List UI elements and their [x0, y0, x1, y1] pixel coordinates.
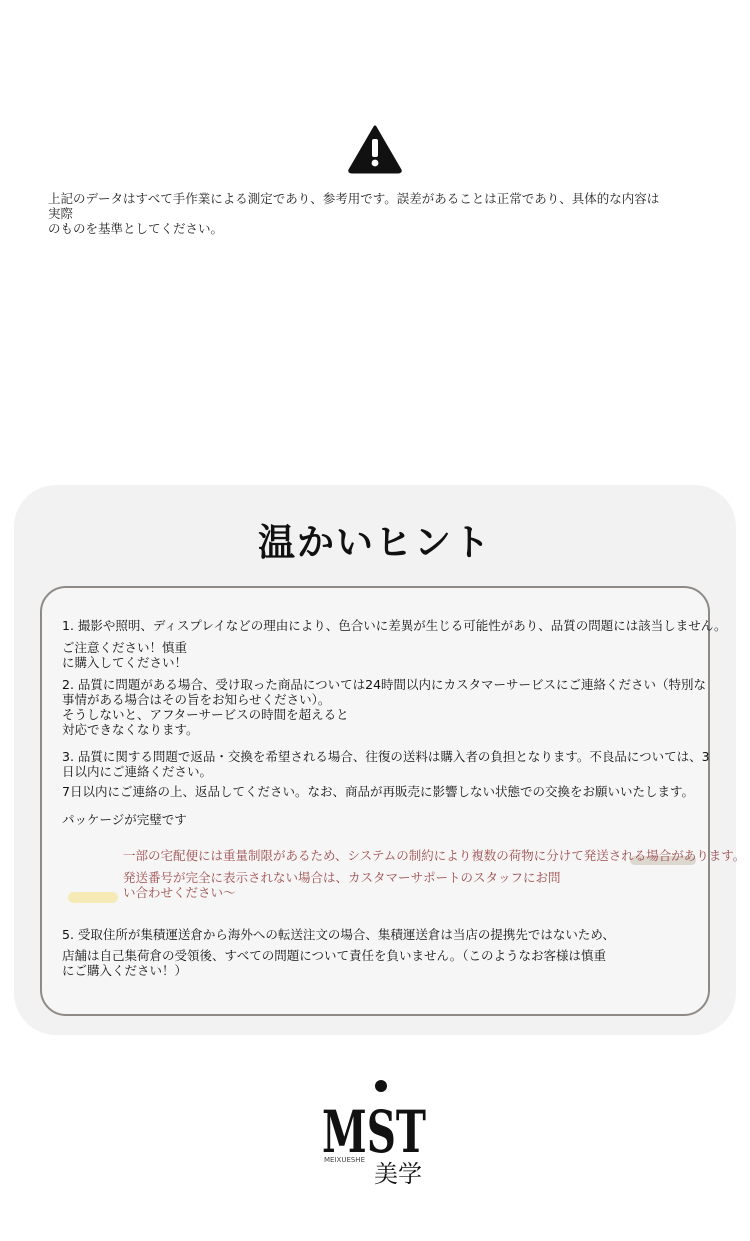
tip-item-3-line-1: 3. 品質に関する問題で返品・交換を希望される場合、往復の送料は購入者の負担となります。不良品については、3: [62, 749, 710, 764]
tracking-note-line-2: い合わせください～: [123, 885, 236, 900]
disclaimer-line-1: 上記のデータはすべて手作業による測定であり、参考用です。誤差があることは正常であり、具体的な内容は実際: [48, 191, 660, 221]
tip-item-2-line-3: そうしないと、アフターサービスの時間を超えると: [62, 707, 349, 722]
tip-item-2-line-4: 対応できなくなります。: [62, 722, 199, 737]
tips-title: 温かいヒント: [258, 521, 492, 564]
tip-item-1: 1. 撮影や照明、ディスプレイなどの理由により、色合いに差異が生じる可能性があり、品質の問題には該当しません。: [62, 618, 727, 633]
tip-item-2-line-2: 事情がある場合はその旨をお知らせください）。: [62, 692, 331, 707]
shipping-note: 一部の宅配便には重量制限があるため、システムの制約により複数の荷物に分けて発送される場合があります。: [123, 848, 746, 863]
logo-letters: MST: [322, 1098, 426, 1166]
tracking-note-line-1: 発送番号が完全に表示されない場合は、カスタマーサポートのスタッフにお問: [123, 870, 561, 885]
tip-item-3-line-2: 日以内にご連絡ください。: [62, 764, 213, 779]
measurement-disclaimer: [48, 191, 668, 236]
tip-item-5-line-2: 店舗は自己集荷倉の受領後、すべての問題について責任を負いません。（このようなお客様は慎重: [62, 948, 607, 963]
brand-logo: [318, 1076, 436, 1188]
tip-item-1-note-line-2: に購入してください！: [62, 655, 188, 670]
tip-item-5-line-1: 5. 受取住所が集積運送倉から海外への転送注文の場合、集積運送倉は当店の提携先ではないため、: [62, 927, 615, 942]
tip-item-3-line-3: 7日以内にご連絡の上、返品してください。なお、商品が再販売に影響しない状態での交換をお願いいたします。: [62, 784, 694, 799]
logo-small-text: MEIXUESHE: [324, 1156, 365, 1164]
logo-kanji: 美学: [374, 1160, 422, 1188]
tip-item-5-line-3: にご購入ください！）: [62, 963, 188, 978]
warning-triangle-icon: [347, 124, 403, 174]
tip-item-2-line-1: 2. 品質に問題がある場合、受け取った商品については24時間以内にカスタマーサービスにご連絡ください（特別な: [62, 677, 707, 692]
tip-item-3-line-4: パッケージが完璧です: [62, 812, 187, 827]
highlight-mark: [68, 892, 118, 903]
disclaimer-line-2: のものを基準としてください。: [48, 221, 224, 236]
tip-item-1-note-line-1: ご注意ください！慎重: [62, 640, 188, 655]
